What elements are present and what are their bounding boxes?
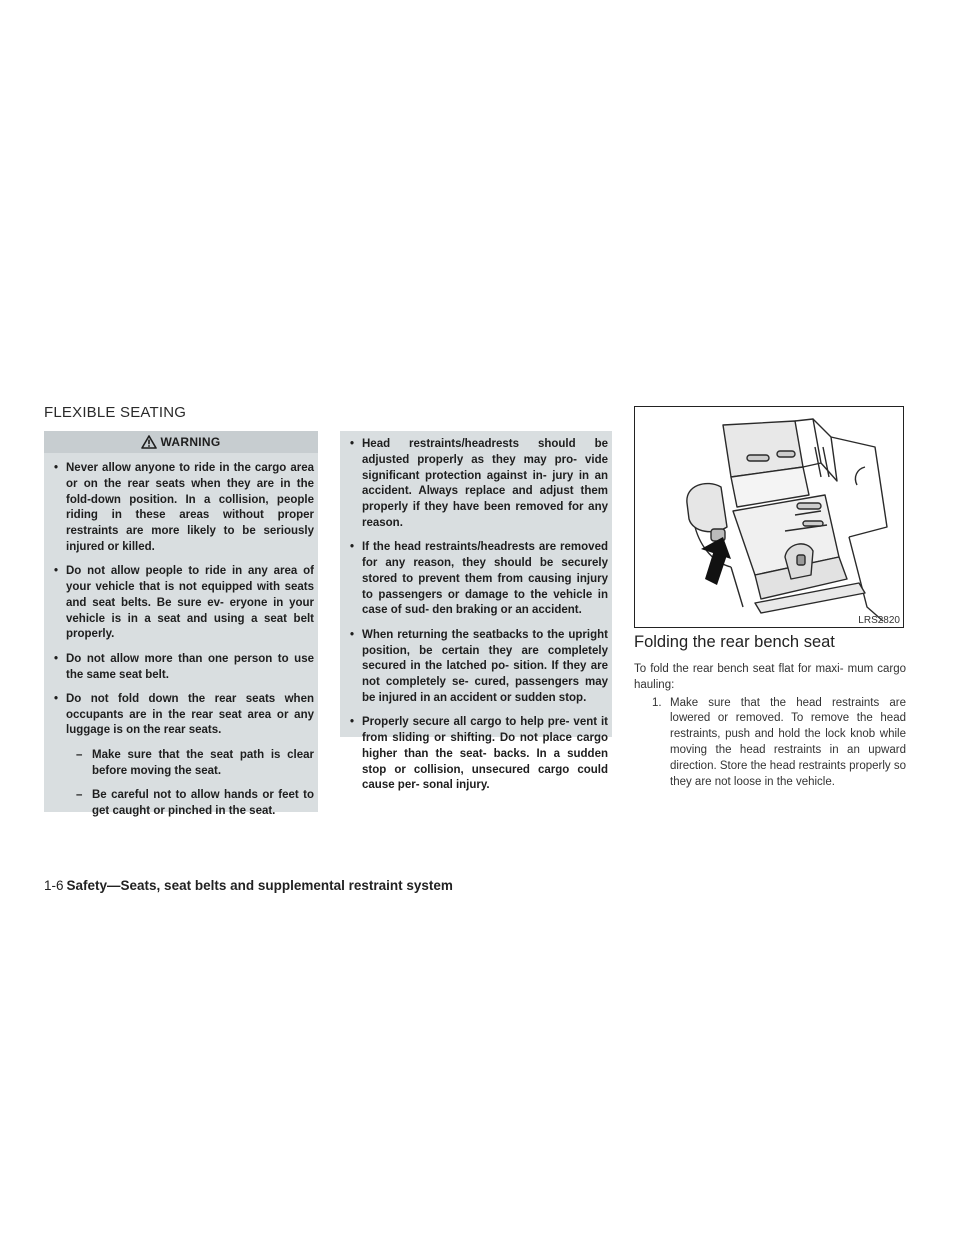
procedure-text [634, 662, 906, 790]
warning-triangle-icon [141, 435, 157, 449]
warning-item: • Properly secure all cargo to help pre- vent it from sliding or shifting. Do not place cargo higher than the seat- backs. In a sudden stop or collision, unsecured cargo could cause per- sonal injury. [350, 716, 608, 792]
warning-item: • When returning the seatbacks to the upright position, be certain they are completely secured in the latched po- sition. If they are not completely se- cured, passengers may be injured in an accident or sudden stop. [350, 628, 608, 704]
seat-illustration [634, 406, 904, 628]
page-footer [44, 878, 453, 893]
warning-title: WARNING [160, 435, 221, 449]
warning-item: • Head restraints/headrests should be adjusted properly as they may pro- vide significant protection against in- jury in an accident. Always replace and adjust them properly if they have been removed for any reason. [350, 438, 608, 529]
figure-code: LRS2820 [858, 615, 900, 626]
warning-item: • Do not allow people to ride in any area of your vehicle that is not equipped with seats and seat belts. Be sure ev- eryone in your vehicle is in a seat and using a seat belt properly. [54, 565, 314, 641]
subsection-heading: Folding the rear bench seat [634, 633, 835, 651]
warning-box-continued [340, 431, 612, 792]
warning-header [44, 431, 318, 453]
intro-paragraph: To fold the rear bench seat flat for maxi- mum cargo hauling: [634, 663, 906, 691]
warning-box-left [44, 431, 318, 817]
footer-section-title: Safety—Seats, seat belts and supplemental restraint system [66, 878, 453, 893]
warning-item: • Never allow anyone to ride in the cargo area or on the rear seats when they are in the fold-down position. In a collision, people riding in these areas without proper restraints are more likely to be seriously injured or killed. [54, 462, 314, 553]
section-heading: FLEXIBLE SEATING [44, 404, 187, 421]
page-number: 1-6 [44, 878, 64, 893]
warning-item: • Do not allow more than one person to use the same seat belt. [54, 652, 314, 681]
step-text: Make sure that the head restraints are lowered or removed. To remove the head restraints, push and hold the lock knob while moving the head restraints in an upward direction. Store the head restraints properly so they are not loose in the vehicle. [670, 696, 906, 788]
warning-item: • If the head restraints/headrests are removed for any reason, they should be securely stored to prevent them from causing injury to passengers or damage to the vehicle in case of sud- den braking or an accident. [350, 541, 608, 617]
warning-subitem: – Be careful not to allow hands or feet to get caught or pinched in the seat. [76, 788, 314, 817]
procedure-step [634, 696, 906, 791]
rear-seat-lock-knob-illustration [635, 407, 903, 627]
step-number: 1. [652, 696, 662, 709]
warning-item: • Do not fold down the rear seats when occupants are in the rear seat area or any luggage is on the rear seats. [54, 692, 314, 737]
warning-subitem: – Make sure that the seat path is clear before moving the seat. [76, 748, 314, 777]
